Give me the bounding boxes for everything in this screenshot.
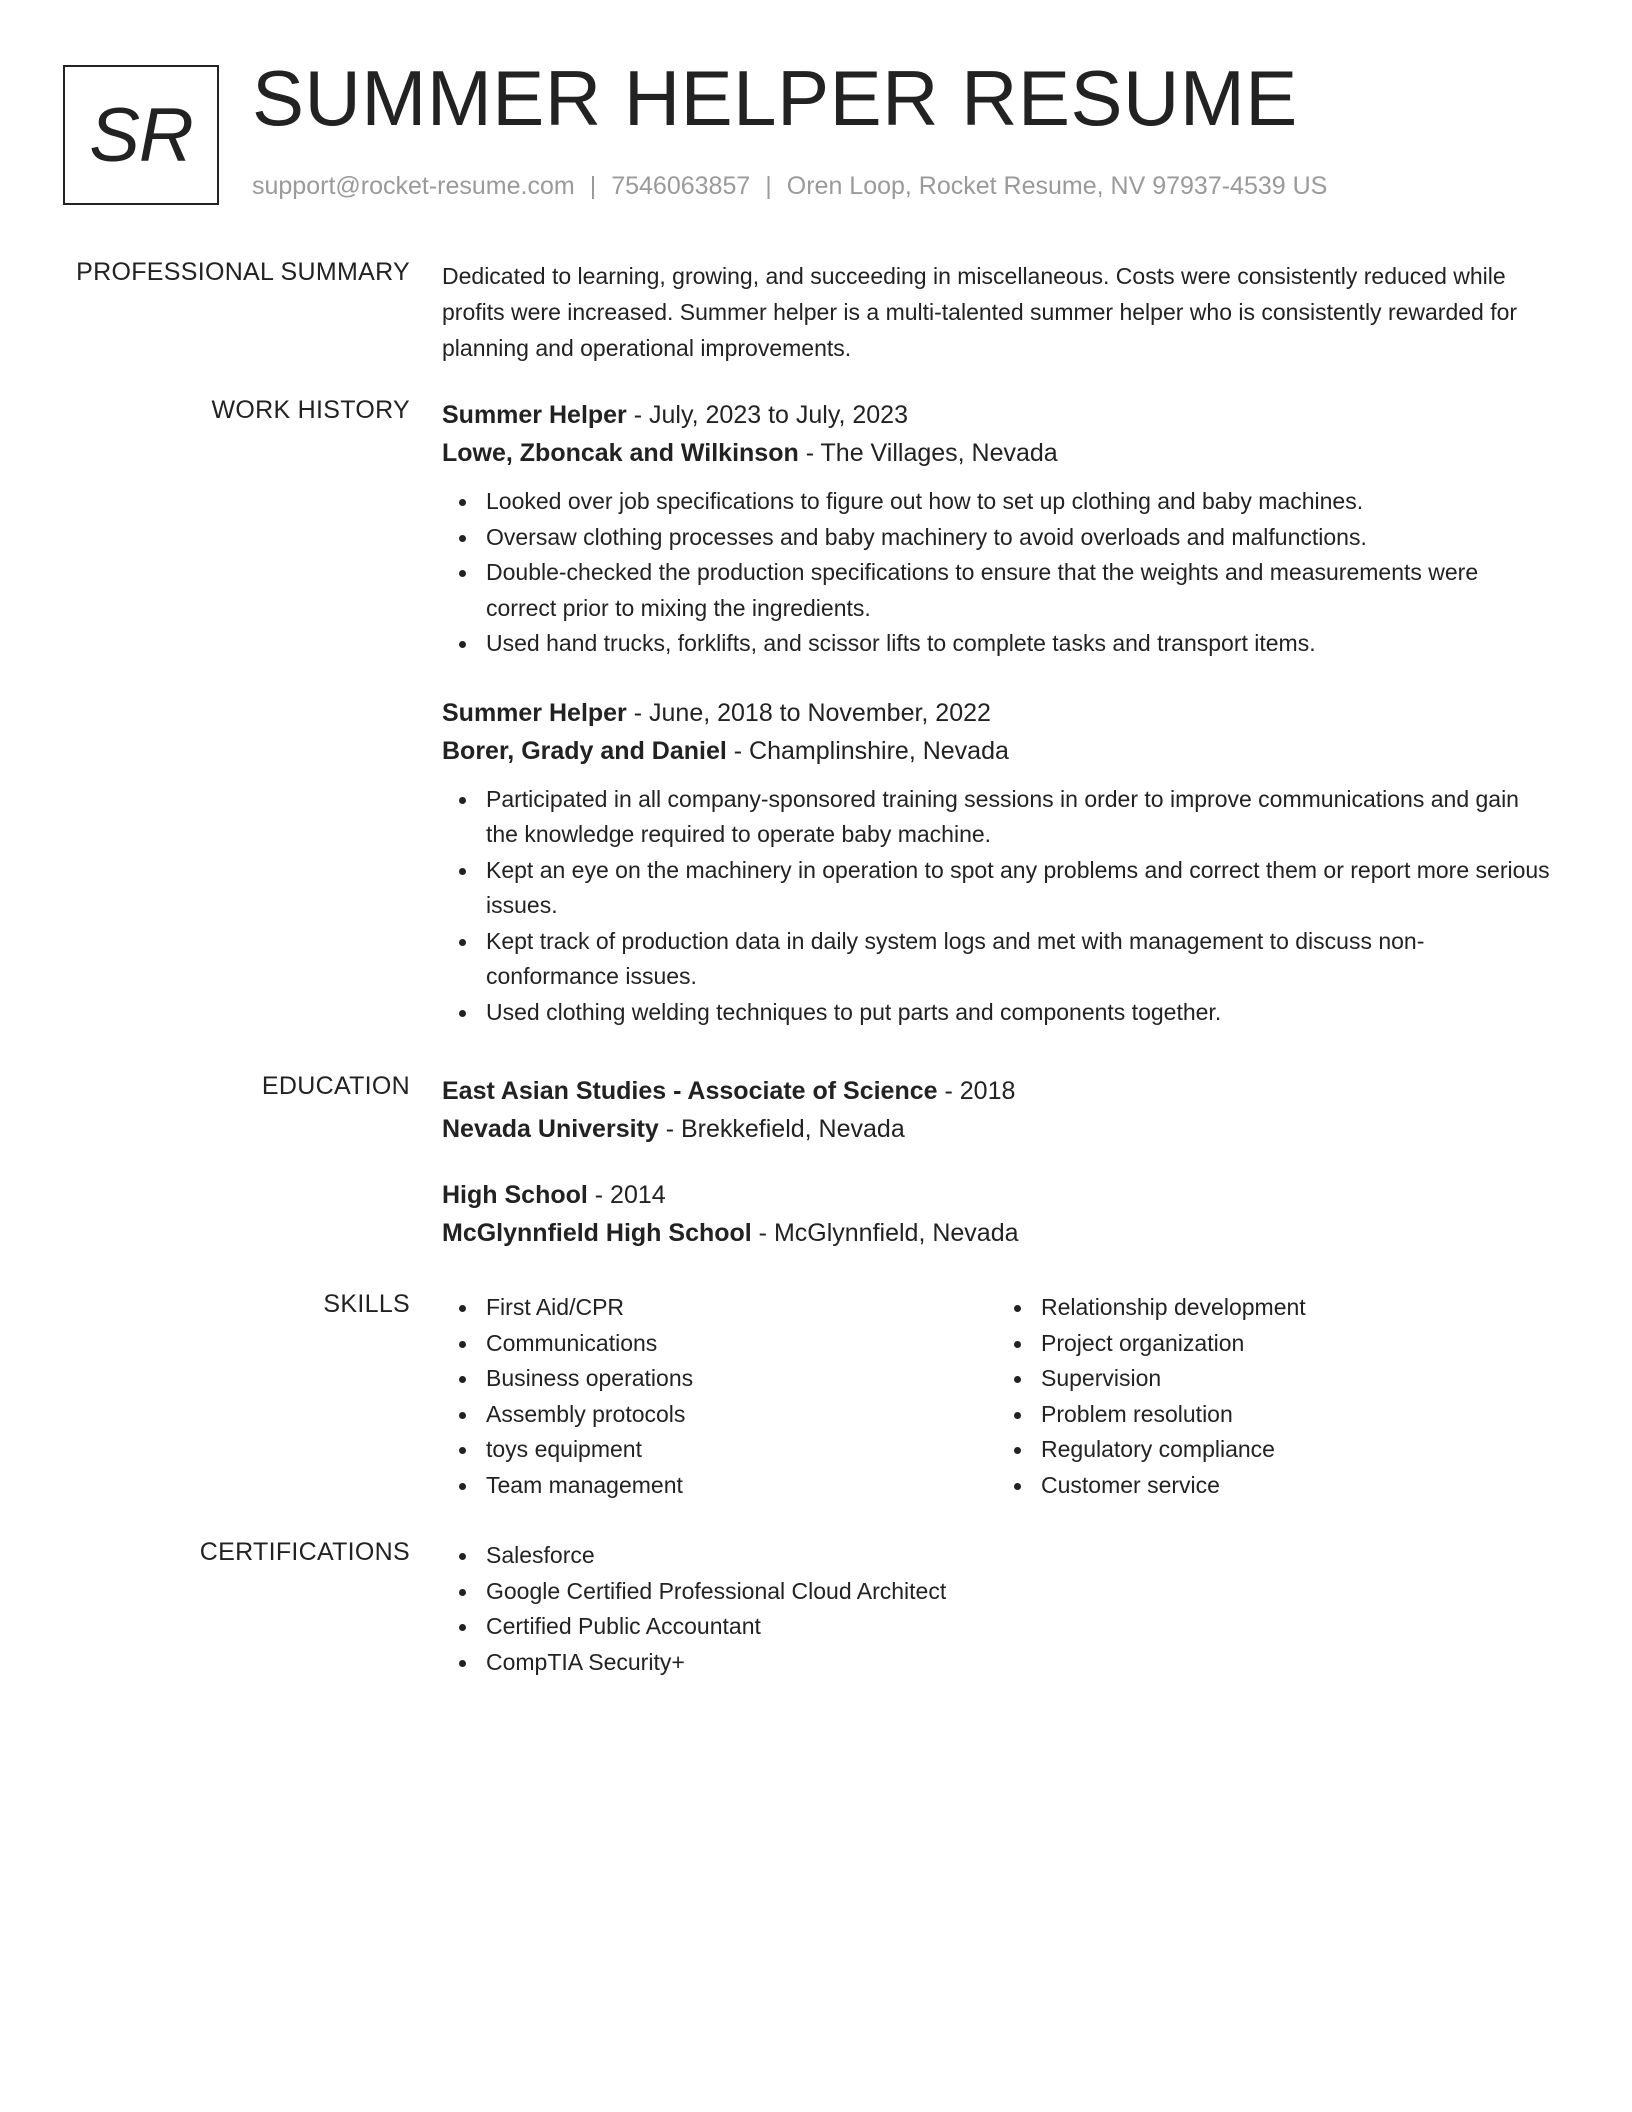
skill-item: First Aid/CPR (486, 1290, 997, 1326)
education-body (442, 1072, 1552, 1280)
contact-line (252, 172, 1327, 201)
contact-separator: | (765, 172, 772, 200)
section-heading-summary: PROFESSIONAL SUMMARY (76, 258, 410, 286)
list-item: Double-checked the production specifications to ensure that the weights and measurements were correct prior to mixing the ingredients. (486, 555, 1552, 626)
school-location: - Brekkefield, Nevada (658, 1115, 905, 1143)
skill-item: Project organization (1041, 1326, 1552, 1362)
skills-columns (442, 1290, 1552, 1503)
certification-item: Salesforce (486, 1538, 1552, 1574)
job-entry (442, 694, 1552, 1031)
certifications-list (442, 1538, 1552, 1680)
skill-item: Team management (486, 1468, 997, 1504)
summary-body (442, 258, 1552, 366)
contact-address: Oren Loop, Rocket Resume, NV 97937-4539 US (786, 172, 1328, 200)
skill-item: Regulatory compliance (1041, 1432, 1552, 1468)
degree-year: - 2014 (587, 1181, 666, 1209)
contact-separator: | (589, 172, 597, 200)
degree-line (442, 1072, 1552, 1110)
list-item: Kept an eye on the machinery in operation to spot any problems and correct them or report more serious issues. (486, 853, 1552, 924)
job-company-line (442, 732, 1552, 770)
school-line (442, 1110, 1552, 1148)
skills-list-left (442, 1290, 997, 1503)
skill-item: Supervision (1041, 1361, 1552, 1397)
degree-name: East Asian Studies - Associate of Science (442, 1077, 938, 1105)
list-item: Used clothing welding techniques to put parts and components together. (486, 995, 1552, 1031)
skill-item: Problem resolution (1041, 1397, 1552, 1433)
certification-item: CompTIA Security+ (486, 1645, 1552, 1681)
section-heading-certifications: CERTIFICATIONS (199, 1538, 410, 1566)
skill-item: Business operations (486, 1361, 997, 1397)
job-company-line (442, 434, 1552, 472)
job-dates: - June, 2018 to November, 2022 (626, 698, 991, 727)
list-item: Oversaw clothing processes and baby machinery to avoid overloads and malfunctions. (486, 520, 1552, 556)
skills-body (442, 1290, 1552, 1503)
skill-item: toys equipment (486, 1432, 997, 1468)
school-location: - McGlynnfield, Nevada (751, 1219, 1019, 1247)
school-line (442, 1214, 1552, 1252)
school-name: Nevada University (442, 1115, 659, 1143)
certification-item: Certified Public Accountant (486, 1609, 1552, 1645)
list-item: Looked over job specifications to figure out how to set up clothing and baby machines. (486, 484, 1552, 520)
skill-item: Communications (486, 1326, 997, 1362)
job-location: - Champlinshire, Nevada (726, 736, 1009, 765)
monogram-initials: SR (89, 92, 193, 178)
job-bullet-list (442, 782, 1552, 1031)
skill-item: Relationship development (1041, 1290, 1552, 1326)
job-dates: - July, 2023 to July, 2023 (626, 401, 908, 429)
job-company: Borer, Grady and Daniel (442, 736, 727, 765)
section-heading-skills: SKILLS (323, 1290, 410, 1318)
school-name: McGlynnfield High School (442, 1219, 752, 1247)
skills-list-right (997, 1290, 1552, 1503)
degree-name: High School (442, 1181, 588, 1209)
section-heading-work-history: WORK HISTORY (211, 396, 410, 424)
section-heading-education: EDUCATION (261, 1072, 410, 1100)
job-bullet-list (442, 484, 1552, 662)
job-location: - The Villages, Nevada (798, 439, 1058, 467)
education-entry (442, 1176, 1552, 1252)
education-entry (442, 1072, 1552, 1148)
degree-line (442, 1176, 1552, 1214)
certification-item: Google Certified Professional Cloud Architect (486, 1574, 1552, 1610)
work-history-body (442, 396, 1552, 1048)
skill-item: Customer service (1041, 1468, 1552, 1504)
degree-year: - 2018 (937, 1077, 1016, 1105)
monogram-badge (63, 65, 219, 205)
certifications-body (442, 1538, 1552, 1680)
list-item: Participated in all company-sponsored training sessions in order to improve communications and gain the knowledge required to operate baby machine. (486, 782, 1552, 853)
contact-email[interactable]: support@rocket-resume.com (252, 172, 575, 200)
job-company: Lowe, Zboncak and Wilkinson (442, 439, 799, 467)
job-title-line (442, 694, 1552, 732)
job-title: Summer Helper (442, 401, 627, 429)
job-title-line (442, 396, 1552, 434)
contact-phone[interactable]: 7546063857 (611, 172, 751, 200)
job-title: Summer Helper (442, 698, 627, 727)
job-entry (442, 396, 1552, 662)
list-item: Used hand trucks, forklifts, and scissor lifts to complete tasks and transport items. (486, 626, 1552, 662)
resume-title: SUMMER HELPER RESUME (252, 54, 1298, 142)
summary-text: Dedicated to learning, growing, and succeeding in miscellaneous. Costs were consistently reduced while profits were increased. Summer helper is a multi-talented summer helper who is consistently rewarded for planning and operational improvements. (442, 263, 1518, 361)
skill-item: Assembly protocols (486, 1397, 997, 1433)
list-item: Kept track of production data in daily system logs and met with management to discuss non-conformance issues. (486, 924, 1552, 995)
